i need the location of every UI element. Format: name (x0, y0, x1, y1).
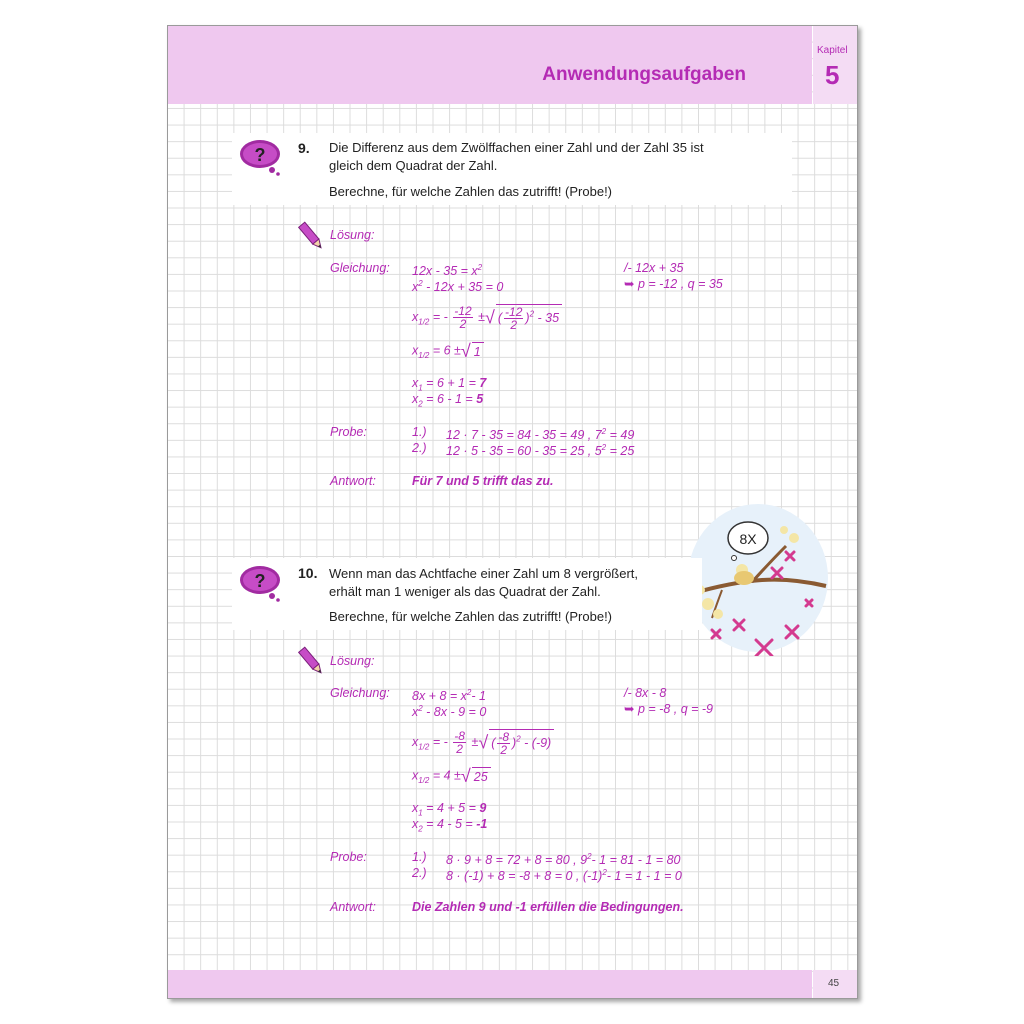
branch-illustration (682, 496, 832, 656)
task-10-probe1: 8 · 9 + 8 = 72 + 8 = 80 , $9^2-$ 1 = 81 - 1 = 80 (446, 852, 681, 868)
task-9-gleichung-label: Gleichung: (330, 261, 390, 275)
task-9-x1: $x_1 = 6 + 1 = 7$ (412, 376, 487, 393)
svg-text:?: ? (254, 145, 266, 165)
task-10-text-line1: Wenn man das Achtfache einer Zahl um 8 vergrößert, (329, 566, 639, 581)
task-10-probe2-num: 2.) (412, 866, 427, 880)
task-9-instruction: Berechne, für welche Zahlen das zutrifft! (Probe!) (329, 184, 613, 199)
task-10-loesung: Lösung: (330, 654, 375, 668)
chapter-box (813, 26, 857, 104)
page-number: 45 (828, 978, 840, 989)
task-10-eq1: $8x + 8 = x^2-$ 1 (412, 688, 486, 704)
task-9-number: 9. (298, 140, 310, 156)
task-9-antwort-label: Antwort: (330, 474, 376, 488)
task-10-gleichung-label: Gleichung: (330, 686, 390, 700)
task-9-loesung: Lösung: (330, 228, 375, 242)
task-9-text-line2: gleich dem Quadrat der Zahl. (329, 158, 498, 173)
task-10-simplified: $x_{1/2} = 4$ ±√ 25 (412, 767, 491, 789)
task-10-probe-label: Probe: (330, 850, 367, 864)
task-9-pq-formula: $x_{1/2}$ = - $\frac{-12}{2}$ ±√ ( $\frac{-12}{2}$ )$^2$ - 35 (412, 304, 562, 331)
task-9-simplified: $x_{1/2} = 6$ ±√ 1 (412, 342, 484, 364)
task-9-probe2-num: 2.) (412, 441, 427, 455)
task-9-x2: $x_2 = 6 - 1 = 5$ (412, 392, 484, 409)
task-10-probe2: 8 · (-1) + 8 = -8 + 8 = 0 , $(-1)^2-$ 1 = 1 - 1 = 0 (446, 868, 682, 884)
task-10-antwort-label: Antwort: (330, 900, 376, 914)
task-9-probe2: 12 · 5 - 35 = 60 - 35 = 25 , $5^2 = 25$ (446, 443, 635, 459)
task-9-probe1: 12 · 7 - 35 = 84 - 35 = 49 , $7^2 = 49$ (446, 427, 635, 443)
footer-page-box (813, 970, 857, 998)
footer-band (168, 970, 812, 998)
task-9-antwort: Für 7 und 5 trifft das zu. (412, 474, 554, 488)
task-10-side2: ➥ p = -8 , q = -9 (624, 702, 713, 716)
task-9-side2: ➥ p = -12 , q = 35 (624, 277, 723, 291)
pencil-icon (298, 221, 326, 253)
arrow-right-icon: ➥ (624, 702, 635, 716)
header-band (168, 26, 812, 104)
chapter-label: Kapitel (817, 45, 848, 56)
task-9-eq1: $12x - 35 = x^2$ (412, 263, 483, 279)
task-9-probe1-num: 1.) (412, 425, 427, 439)
task-9-text-line1: Die Differenz aus dem Zwölffachen einer Zahl und der Zahl 35 ist (329, 140, 704, 155)
task-10-eq2: $x^2 - 8x - 9 = 0$ (412, 704, 487, 720)
page-title: Anwendungsaufgaben (542, 64, 746, 85)
question-thought-icon (238, 136, 284, 176)
chapter-number: 5 (825, 60, 840, 90)
task-10-x1: $x_1 = 4 + 5 = 9$ (412, 801, 487, 818)
task-9-side1: /- 12x + 35 (624, 261, 684, 275)
task-9-eq2: $x^2 - 12x + 35 = 0$ (412, 279, 504, 295)
task-10-instruction: Berechne, für welche Zahlen das zutrifft! (Probe!) (329, 609, 613, 624)
workbook-page (167, 25, 858, 999)
question-thought-icon (238, 562, 284, 602)
arrow-right-icon: ➥ (624, 277, 635, 291)
task-10-side1: /- 8x - 8 (624, 686, 667, 700)
task-10-pq-formula: $x_{1/2}$ = - $\frac{-8}{2}$ ±√ ( $\frac{-8}{2}$ )$^2$ - (-9) (412, 729, 554, 756)
task-10-x2: $x_2 = 4 - 5 = -1$ (412, 817, 488, 834)
pencil-icon (298, 646, 326, 678)
task-10-text-line2: erhält man 1 weniger als das Quadrat der Zahl. (329, 584, 601, 599)
bubble-text: 8X (739, 531, 757, 547)
task-10-number: 10. (298, 565, 318, 581)
task-10-antwort: Die Zahlen 9 und -1 erfüllen die Bedingungen. (412, 900, 684, 914)
task-10-probe1-num: 1.) (412, 850, 427, 864)
task-9-probe-label: Probe: (330, 425, 367, 439)
svg-text:?: ? (254, 571, 266, 591)
